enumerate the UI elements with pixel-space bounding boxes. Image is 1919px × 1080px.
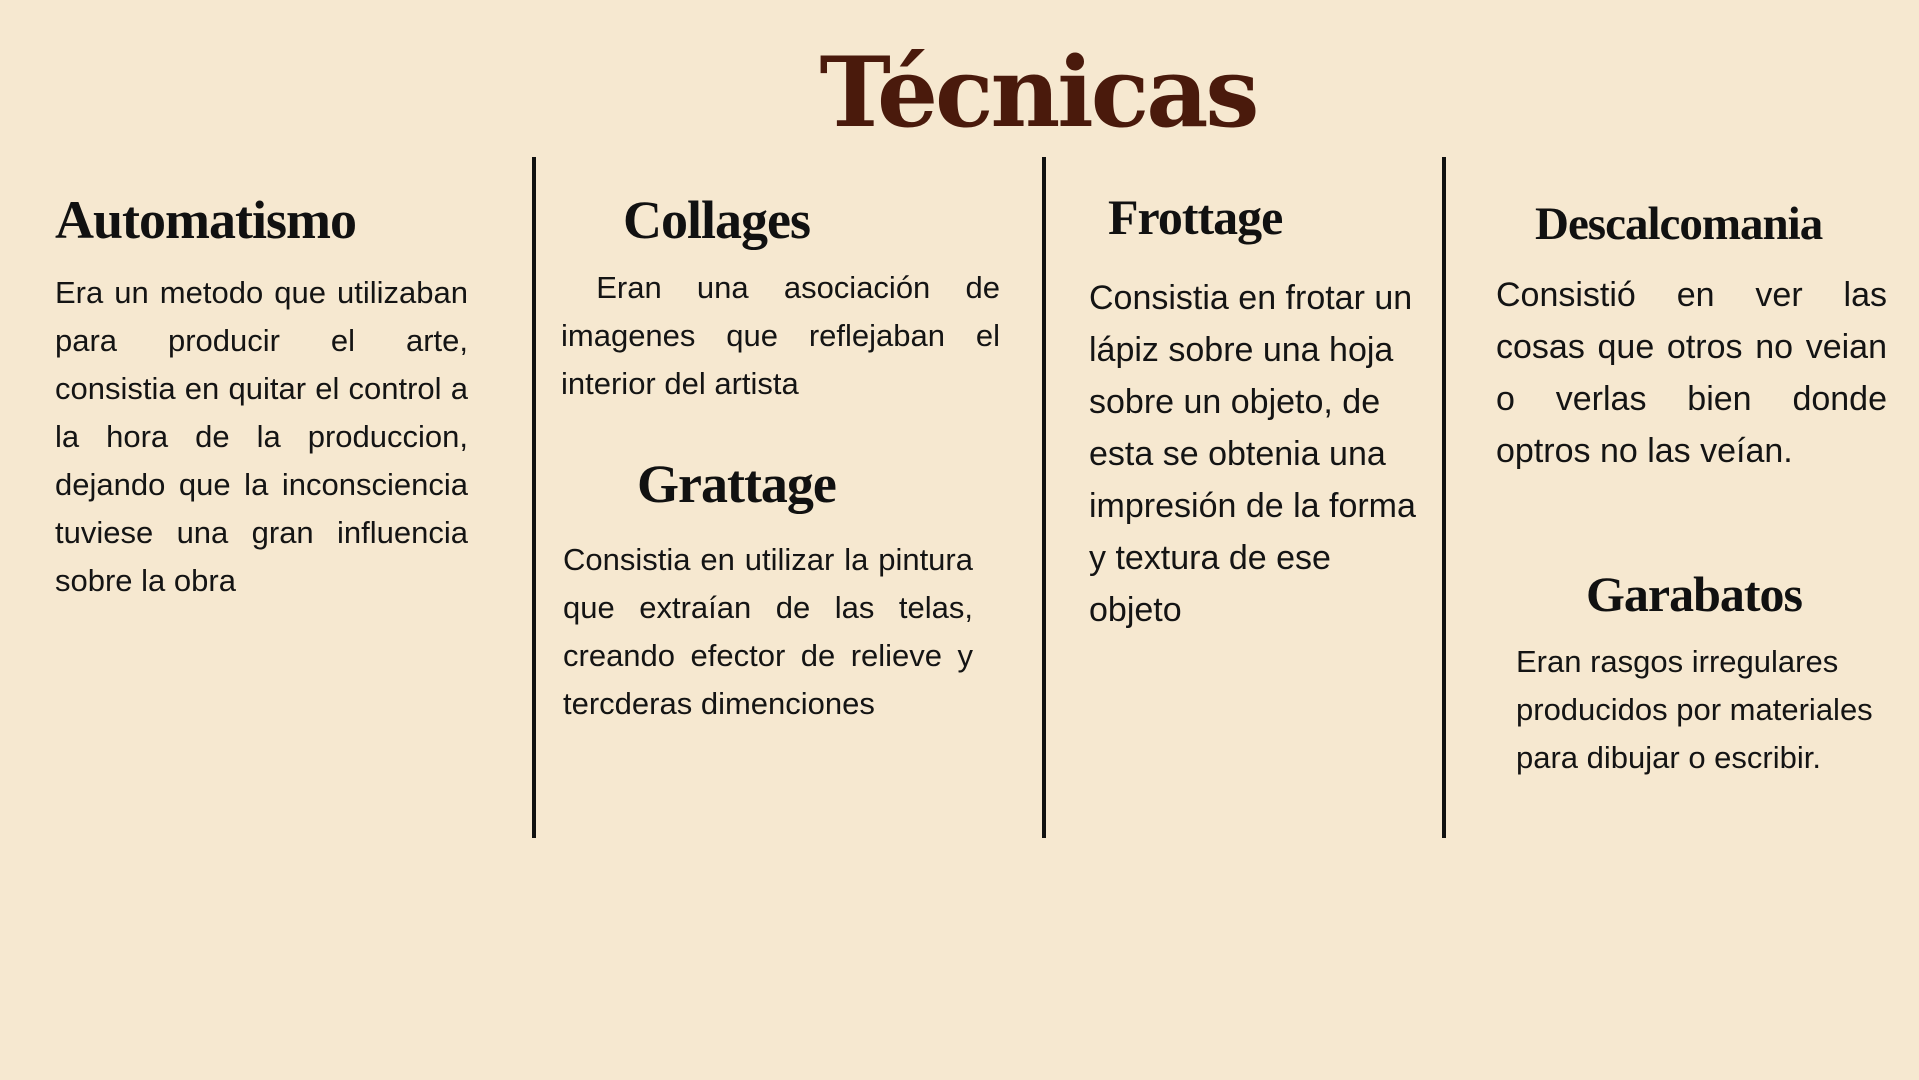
page-title: Técnicas [819, 36, 1257, 149]
column-divider [532, 157, 536, 838]
text-garabatos: Eran rasgos irregulares producidos por materiales para dibujar o escribir. [1516, 644, 1873, 775]
heading-automatismo: Automatismo [55, 190, 356, 250]
text-automatismo: Era un metodo que utilizaban para producir el arte, consistia en quitar el control a la hora de la produccion, dejando que la inconsciencia tuviese una gran influencia sobre la obra [55, 275, 468, 598]
heading-frottage: Frottage [1108, 189, 1283, 245]
heading-descalcomania: Descalcomania [1535, 198, 1823, 250]
heading-collages: Collages [623, 190, 810, 250]
text-collages: Eran una asociación de imagenes que reflejaban el interior del artista [561, 270, 1000, 401]
heading-garabatos: Garabatos [1586, 566, 1802, 622]
text-grattage: Consistia en utilizar la pintura que extraían de las telas, creando efector de relieve y tercderas dimenciones [563, 542, 973, 721]
text-frottage: Consistia en frotar un lápiz sobre una hoja sobre un objeto, de esta se obtenia una impresión de la forma y textura de ese objeto [1089, 279, 1416, 629]
text-descalcomania: Consistió en ver las cosas que otros no veian o verlas bien donde optros no las veían. [1496, 276, 1887, 470]
column-divider [1442, 157, 1446, 838]
column-divider [1042, 157, 1046, 838]
heading-grattage: Grattage [637, 454, 836, 514]
